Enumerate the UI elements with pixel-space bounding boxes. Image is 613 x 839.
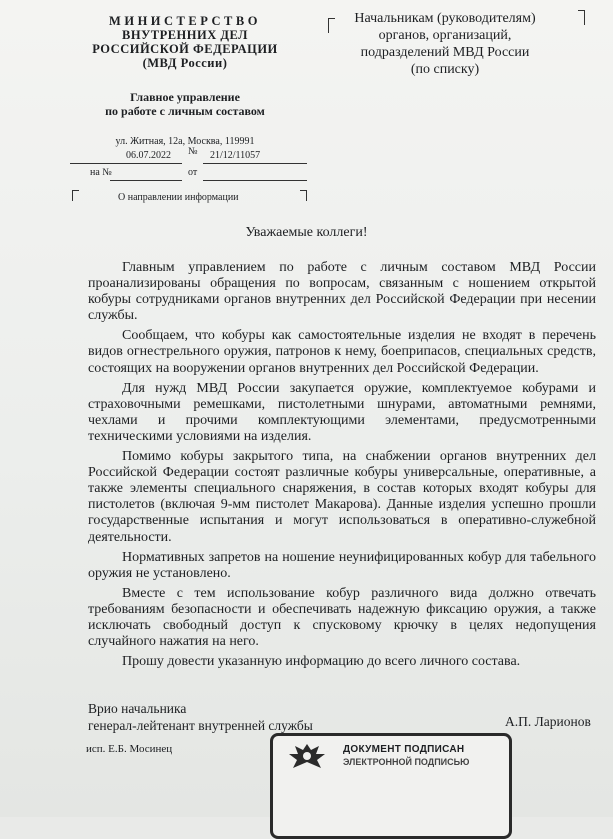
letter-body [88, 260, 596, 674]
ministry-line-4: (МВД России) [142, 56, 228, 70]
addressee-line-3: подразделений МВД России [360, 45, 530, 60]
registration-date: 06.07.2022 [126, 150, 171, 161]
signatory-name: А.П. Ларионов [505, 714, 591, 729]
department-line-2: по работе с личным составом [105, 104, 265, 118]
registration-number: 21/12/11057 [210, 150, 261, 161]
signatory-position-2: генерал-лейтенант внутренней службы [88, 718, 313, 733]
paragraph-5: Нормативных запретов на ношение неунифицированных кобур для табельного оружия не установлено. [88, 549, 596, 581]
paragraph-6: Вместе с тем использование кобур различного вида должно отвечать требованиям безопасности и обеспечивать надежную фиксацию оружия, а также исключать свободный доступ к спусковому крючку в целях недопущения случайного нажатия на него. [88, 585, 596, 650]
in-reply-label: на № [90, 167, 112, 178]
registration-block [70, 148, 310, 178]
paragraph-1: Главным управлением по работе с личным составом МВД России проанализированы обращения по вопросам, связанным с ношением открытой кобуры сотрудниками органов внутренних дел Российской Федерации при несении службы. [88, 260, 596, 324]
ministry-line-2: ВНУТРЕННИХ ДЕЛ [122, 28, 248, 42]
paragraph-4: Помимо кобуры закрытого типа, на снабжении органов внутренних дел Российской Федерации состоят различные кобуры универсальные, оперативные, а также элементы специального снаряжения, в состав которых входят кобуры для пистолетов (включая 9-мм пистолет Макарова). Данные изделия успешно прошли государственные испытания и могут использоваться в оперативно-служебной деятельности. [88, 449, 596, 545]
greeting: Уважаемые коллеги! [245, 225, 368, 240]
stamp-title: ДОКУМЕНТ ПОДПИСАН [343, 744, 465, 755]
sender-address: ул. Житная, 12а, Москва, 119991 [115, 136, 255, 147]
paragraph-3: Для нужд МВД России закупается оружие, комплектуемое кобурами и страховочными ремешками, пистолетными шнурами, автоматными ремнями, чехлами и прочими комплектующими элементами, предусмотренными техническими условиями на изделия. [88, 380, 596, 444]
sender-header [60, 14, 310, 147]
paragraph-2: Сообщаем, что кобуры как самостоятельные изделия не входят в перечень видов огнестрельного оружия, патронов к нему, боеприпасов, специальных средств, состоящих на вооружении органов внутренних дел Российской Федерации. [88, 328, 596, 376]
department-name [60, 90, 310, 118]
addressee-line-1: Начальникам (руководителям) [354, 11, 536, 26]
department-line-1: Главное управление [130, 90, 240, 104]
mvd-emblem-icon [287, 742, 327, 770]
ministry-line-1: МИНИСТЕРСТВО [109, 14, 261, 28]
electronic-signature-stamp [270, 733, 512, 839]
paragraph-7: Прошу довести указанную информацию до всего личного состава. [122, 654, 521, 670]
signatory-position-1: Врио начальника [88, 701, 187, 716]
addressee-line-2: органов, организаций, [378, 28, 512, 43]
stamp-subtitle: ЭЛЕКТРОННОЙ ПОДПИСЬЮ [343, 757, 470, 767]
ministry-line-3: РОССИЙСКОЙ ФЕДЕРАЦИИ [92, 42, 278, 56]
ministry-name [60, 14, 310, 70]
addressee-block [330, 10, 560, 78]
addressee-line-4: (по списку) [410, 62, 480, 77]
number-label: № [188, 146, 198, 157]
from-label: от [188, 167, 198, 178]
executor-note: исп. Е.Б. Мосинец [86, 743, 173, 755]
subject-line: О направлении информации [118, 192, 239, 203]
